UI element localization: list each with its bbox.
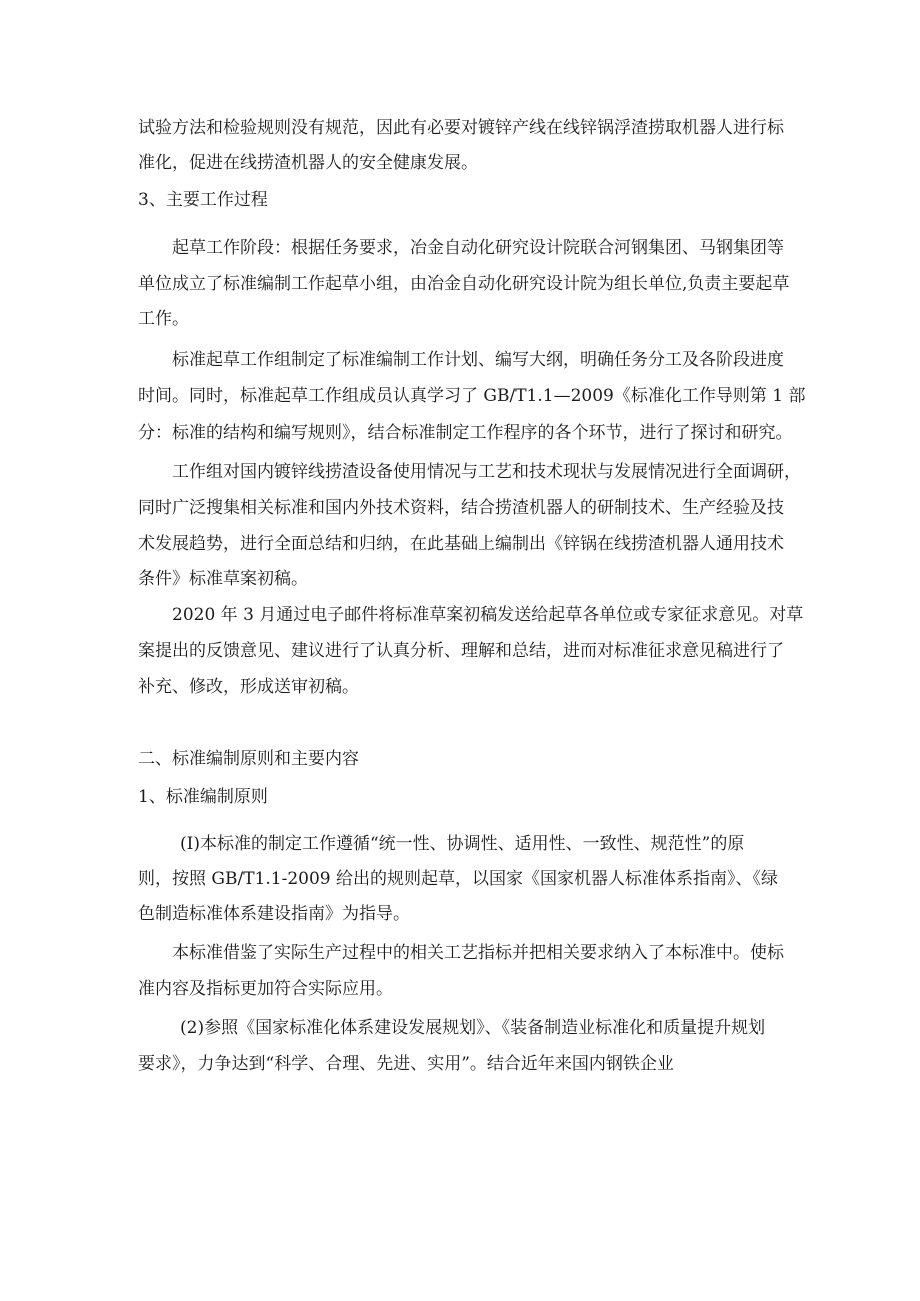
body-text-line: 标准起草工作组制定了标准编制工作计划、编写大纲，明确任务分工及各阶段进度 [172,350,784,370]
body-text-line: (I)本标准的制定工作遵循“统一性、协调性、适用性、一致性、规范性”的原 [180,834,745,854]
body-text-line: 试验方法和检验规则没有规范，因此有必要对镀锌产线在线锌锅浮渣捞取机器人进行标 [138,118,784,138]
body-text-line: 时间。同时，标准起草工作组成员认真学习了 GB/T1.1—2009《标准化工作导则第 1 部 [138,386,806,406]
body-text-line: (2)参照《国家标准化体系建设发展规划》、《装备制造业标准化和质量提升规划 [180,1018,766,1038]
body-text-line: 要求》，力争达到“科学、合理、先进、实用”。结合近年来国内钢铁企业 [138,1054,674,1074]
body-text-line: 准内容及指标更加符合实际应用。 [138,979,393,999]
body-text-line: 案提出的反馈意见、建议进行了认真分析、理解和总结，进而对标准征求意见稿进行了 [138,641,784,661]
body-text-line: 本标准借鉴了实际生产过程中的相关工艺指标并把相关要求纳入了本标准中。使标 [172,943,784,963]
body-text-line: 2020 年 3 月通过电子邮件将标准草案初稿发送给起草各单位或专家征求意见。对草 [172,605,804,625]
body-text-line: 准化，促进在线捞渣机器人的安全健康发展。 [138,153,478,173]
body-text-line: 分：标准的结构和编写规则》，结合标准制定工作程序的各个环节，进行了探讨和研究。 [138,423,793,443]
body-text-line: 色制造标准体系建设指南》为指导。 [138,904,410,924]
body-text-line: 同时广泛搜集相关标准和国内外技术资料，结合捞渣机器人的研制技术、生产经验及技 [138,498,784,518]
body-text-line: 术发展趋势，进行全面总结和归纳，在此基础上编制出《锌锅在线捞渣机器人通用技术 [138,534,784,554]
body-text-line: 工作组对国内镀锌线捞渣设备使用情况与工艺和技术现状与发展情况进行全面调研， [172,462,801,482]
body-text-line: 起草工作阶段：根据任务要求，冶金自动化研究设计院联合河钢集团、马钢集团等 [172,238,784,258]
section-heading: 3、主要工作过程 [138,190,268,210]
body-text-line: 则，按照 GB/T1.1-2009 给出的规则起草，以国家《国家机器人标准体系指南》、《绿 [138,869,778,889]
body-text-line: 单位成立了标准编制工作起草小组，由冶金自动化研究设计院为组长单位,负责主要起草 [138,274,790,294]
body-text-line: 补充、修改，形成送审初稿。 [138,677,359,697]
body-text-line: 条件》标准草案初稿。 [138,569,308,589]
section-heading: 二、标准编制原则和主要内容 [138,749,359,769]
subsection-heading: 1、标准编制原则 [138,787,268,807]
body-text-line: 工作。 [138,309,189,329]
